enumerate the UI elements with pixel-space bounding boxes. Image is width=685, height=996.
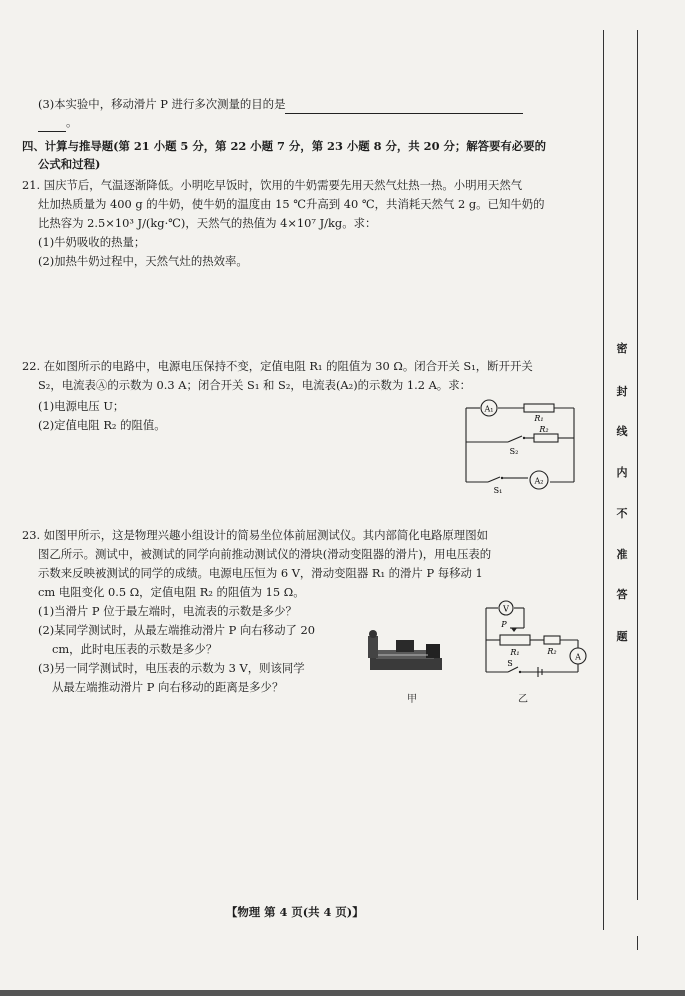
ammeter-a1-icon (481, 400, 497, 416)
side-seal-char-2: 封 (616, 385, 628, 398)
q23-line2: 图乙所示。测试中，被测试的同学向前推动测试仪的滑块(滑动变阻器的滑片)，用电压表的 (38, 547, 492, 561)
resistor-r2-icon (544, 636, 560, 656)
q23-sub3a: (3)另一同学测试时，电压表的示数为 3 V，则该同学 (38, 661, 305, 675)
margin-rule-right (637, 30, 638, 900)
voltmeter-label: V (503, 604, 509, 614)
resistor-r2-icon (534, 425, 558, 442)
q21-line2: 灶加热质量为 400 g 的牛奶，使牛奶的温度由 15 ℃升高到 40 ℃，共消耗天然气 2 g。已知牛奶的 (38, 197, 545, 211)
page-footer: 【物理 第 4 页(共 4 页)】 (226, 905, 364, 919)
q23-line1: 23. 如图甲所示，这是物理兴趣小组设计的简易坐位体前屈测试仪。其内部简化电路原理图如 (22, 528, 488, 542)
sit-and-reach-tester-illustration (366, 622, 448, 682)
q20-part3-prompt: (3)本实验中，移动滑片 P 进行多次测量的目的是 (38, 97, 286, 111)
voltmeter-icon (499, 601, 513, 615)
q22-line1: 22. 在如图所示的电路中，电源电压保持不变，定值电阻 R₁ 的阻值为 30 Ω。闭合开关 S₁，断开开关 (22, 359, 533, 373)
ammeter-a2-icon (530, 471, 548, 489)
ammeter-label: A (575, 652, 581, 662)
q23-circuit-diagram (478, 600, 590, 686)
q23-sub3b: 从最左端推动滑片 P 向右移动的距离是多少？ (52, 680, 284, 694)
q23-sub2a: (2)某同学测试时，从最左端推动滑片 P 向右移动了 20 (38, 623, 315, 637)
side-seal-char-1: 密 (616, 342, 628, 355)
section4-heading: 四、计算与推导题(第 21 小题 5 分，第 22 小题 7 分，第 23 小题 8 分，共 20 分；解答要有必要的 (22, 139, 546, 153)
side-seal-char-6: 准 (616, 548, 628, 561)
rheostat-r1-icon (500, 635, 530, 657)
q23-sub2b: cm，此时电压表的示数是多少？ (52, 642, 218, 656)
margin-rule-tick (637, 936, 638, 950)
side-seal-char-4: 内 (616, 466, 628, 479)
resistor-r1-label: R₁ (534, 414, 544, 423)
switch-s-icon (507, 659, 521, 673)
q21-sub2: (2)加热牛奶过程中，天然气灶的热效率。 (38, 254, 248, 268)
q22-sub1: (1)电源电压 U； (38, 399, 125, 413)
side-seal-char-3: 线 (616, 425, 628, 438)
side-seal-char-7: 答 (616, 588, 628, 601)
q23-line4: cm 电阻变化 0.5 Ω，定值电阻 R₂ 的阻值为 15 Ω。 (38, 585, 305, 599)
switch-s1-icon (488, 477, 503, 495)
q22-sub2: (2)定值电阻 R₂ 的阻值。 (38, 418, 166, 432)
ammeter-a2-label: A₂ (534, 476, 544, 486)
q21-line1: 21. 国庆节后，气温逐渐降低。小明吃早饭时，饮用的牛奶需要先用天然气灶热一热。小明用天然气 (22, 178, 523, 192)
rheostat-r1-label: R₁ (510, 648, 520, 657)
q23-line3: 示数来反映被测试的同学的成绩。电源电压恒为 6 V，滑动变阻器 R₁ 的滑片 P 每移动 1 (38, 566, 483, 580)
answer-blank-continued (38, 118, 66, 132)
slider-p-icon (500, 620, 524, 632)
figure-yi-label: 乙 (518, 694, 528, 705)
side-seal-char-8: 题 (616, 630, 628, 643)
switch-s1-label: S₁ (493, 486, 503, 495)
q22-line2: S₂，电流表Ⓐ的示数为 0.3 A；闭合开关 S₁ 和 S₂，电流表(A₂)的示数为 1.2 A。求： (38, 378, 471, 392)
resistor-r2-label: R₂ (539, 425, 549, 434)
switch-s2-icon (508, 436, 525, 456)
figure-jia-label: 甲 (407, 694, 417, 705)
margin-rule-left (603, 30, 604, 930)
q22-circuit-diagram (458, 396, 588, 500)
side-seal-char-5: 不 (616, 507, 628, 520)
q23-sub1: (1)当滑片 P 位于最左端时，电流表的示数是多少？ (38, 604, 297, 618)
q20-part3-text (38, 95, 523, 114)
slider-p-label: P (501, 620, 507, 629)
switch-s2-label: S₂ (509, 447, 519, 456)
ammeter-a1-label: A₁ (484, 404, 494, 414)
q21-sub1: (1)牛奶吸收的热量； (38, 235, 146, 249)
resistor-r2-label: R₂ (547, 647, 557, 656)
switch-s-label: S (507, 659, 513, 668)
answer-blank (285, 100, 523, 114)
scan-bottom-edge (0, 990, 685, 996)
q21-line3: 比热容为 2.5×10³ J/(kg·℃)，天然气的热值为 4×10⁷ J/kg。求： (38, 216, 377, 230)
resistor-r1-icon (524, 404, 554, 423)
q20-part3-tail: 。 (38, 113, 77, 132)
ammeter-icon (570, 648, 586, 664)
section4-heading-cont: 公式和过程) (38, 157, 101, 171)
